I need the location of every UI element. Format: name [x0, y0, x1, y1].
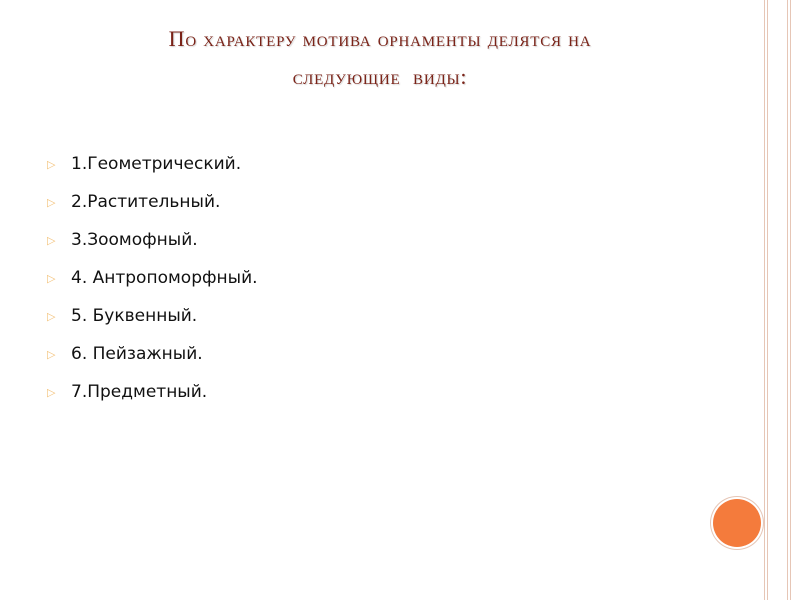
list-item [47, 183, 258, 221]
bullet-arrow-icon: ▷ [47, 347, 56, 361]
list-item [47, 297, 258, 335]
list-item-text: 5. Буквенный. [71, 306, 198, 326]
slide-title-line-1: По характеру мотива орнаменты делятся на [168, 26, 592, 51]
bullet-arrow-icon: ▷ [47, 233, 56, 247]
list-item-text: 1.Геометрический. [71, 154, 242, 174]
list-item [47, 259, 258, 297]
frame-line [790, 0, 791, 600]
list-item-text: 4. Антропоморфный. [71, 268, 258, 288]
slide-title [60, 20, 700, 96]
list-item-text: 2.Растительный. [71, 192, 221, 212]
bullet-arrow-icon: ▷ [47, 271, 56, 285]
bullet-arrow-icon: ▷ [47, 157, 56, 171]
bullet-arrow-icon: ▷ [47, 385, 56, 399]
decorative-circle [713, 499, 761, 547]
list-item-text: 3.Зоомофный. [71, 230, 198, 250]
list-item [47, 373, 258, 411]
list-item-text: 7.Предметный. [71, 382, 208, 402]
list-item [47, 145, 258, 183]
frame-line [764, 0, 765, 600]
bullet-arrow-icon: ▷ [47, 195, 56, 209]
list-item [47, 221, 258, 259]
frame-line [767, 0, 768, 600]
ornament-types-list [47, 145, 258, 411]
frame-line [787, 0, 788, 600]
list-item-text: 6. Пейзажный. [71, 344, 203, 364]
list-item [47, 335, 258, 373]
bullet-arrow-icon: ▷ [47, 309, 56, 323]
slide-title-line-2: следующие виды: [292, 64, 468, 89]
